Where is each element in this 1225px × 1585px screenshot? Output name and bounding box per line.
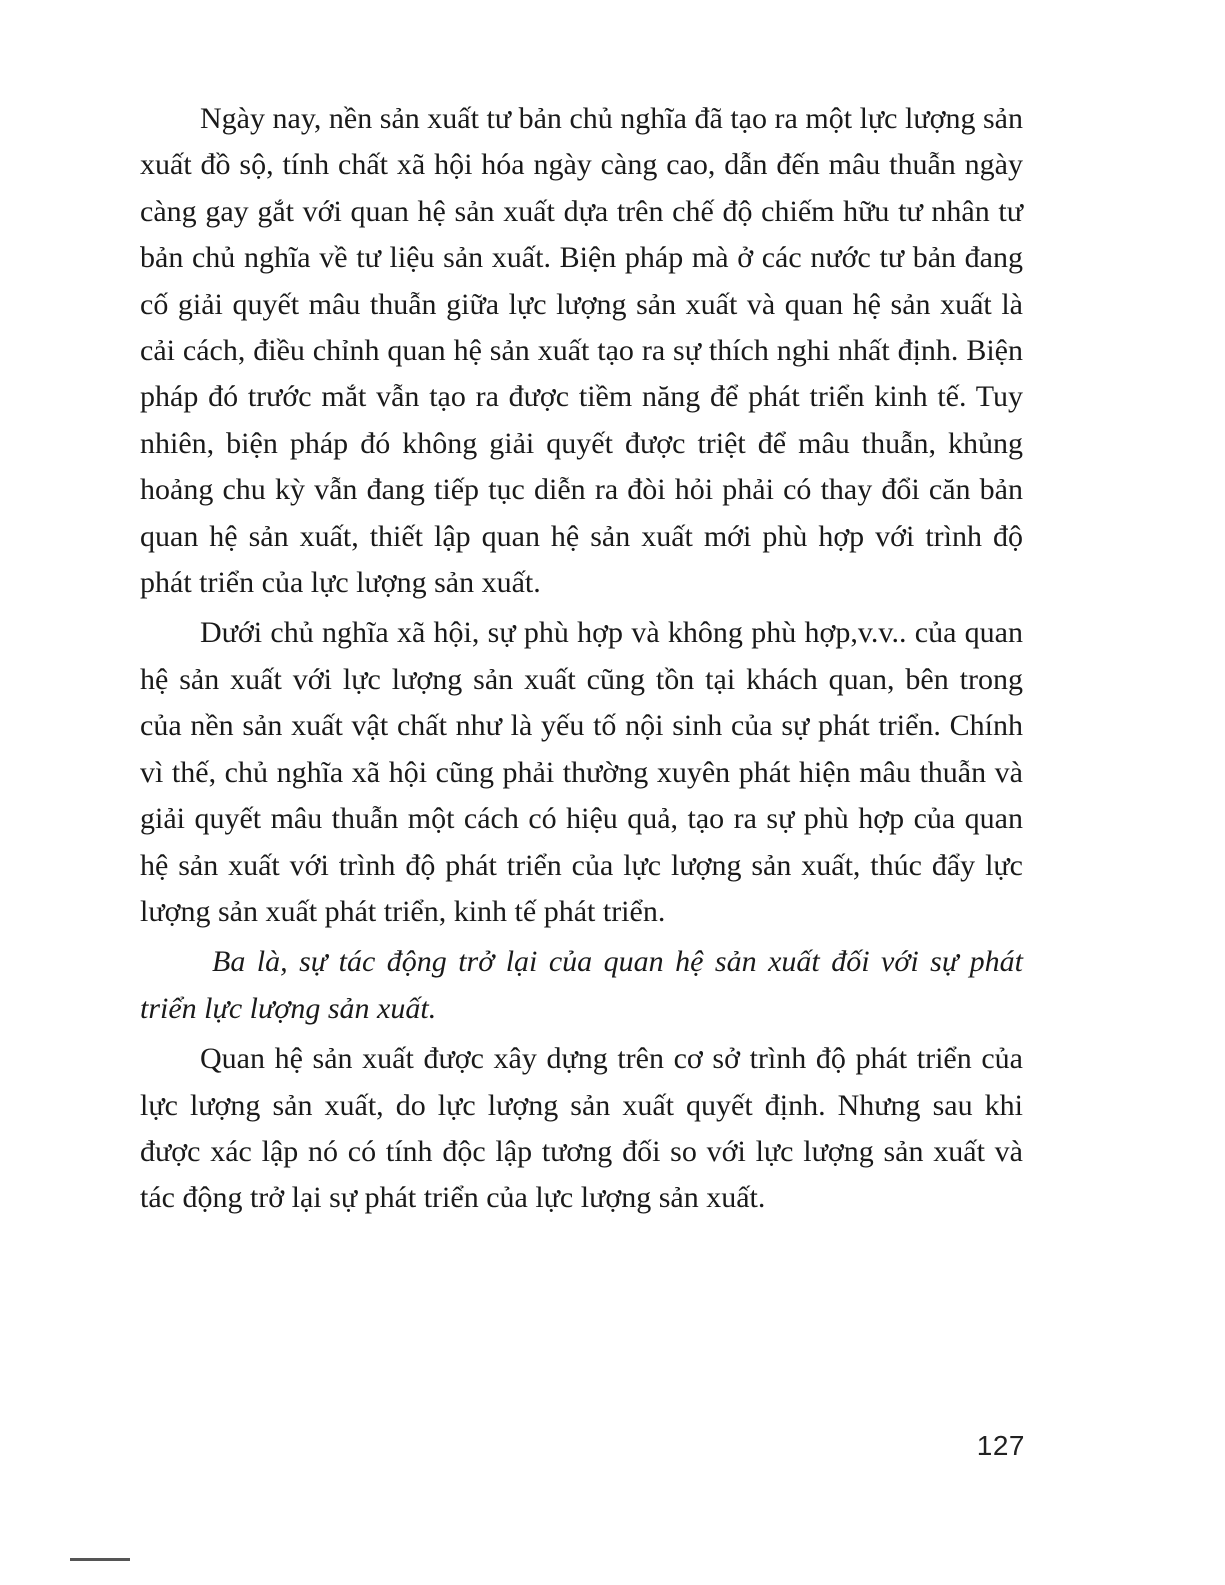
section-heading-third-point: Ba là, sự tác động trở lại của quan hệ sản xuất đối với sự phát triển lực lượng sản xuất. bbox=[140, 945, 1023, 1025]
paragraph-relations-of-production: Quan hệ sản xuất được xây dựng trên cơ sở trình độ phát triển của lực lượng sản xuất, do lực lượng sản xuất quyết định. Nhưng sau khi được xác lập nó có tính độc lập tương đối so với lực lượng sản xuất và tác động trở lại sự phát triển của lực lượng sản xuất. bbox=[140, 1042, 1023, 1215]
page-number: 127 bbox=[976, 1430, 1025, 1461]
scan-edge-mark bbox=[70, 1558, 130, 1561]
paragraph-socialism-contradiction: Dưới chủ nghĩa xã hội, sự phù hợp và không phù hợp,v.v.. của quan hệ sản xuất với lực lượng sản xuất cũng tồn tại khách quan, bên trong của nền sản xuất vật chất như là yếu tố nội sinh của sự phát triển. Chính vì thế, chủ nghĩa xã hội cũng phải thường xuyên phát hiện mâu thuẫn và giải quyết mâu thuẫn một cách có hiệu quả, tạo ra sự phù hợp của quan hệ sản xuất với trình độ phát triển của lực lượng sản xuất, thúc đẩy lực lượng sản xuất phát triển, kinh tế phát triển. bbox=[140, 616, 1023, 928]
paragraph-capitalism-contradiction: Ngày nay, nền sản xuất tư bản chủ nghĩa đã tạo ra một lực lượng sản xuất đồ sộ, tính chất xã hội hóa ngày càng cao, dẫn đến mâu thuẫn ngày càng gay gắt với quan hệ sản xuất dựa trên chế độ chiếm hữu tư nhân tư bản chủ nghĩa về tư liệu sản xuất. Biện pháp mà ở các nước tư bản đang cố giải quyết mâu thuẫn giữa lực lượng sản xuất và quan hệ sản xuất là cải cách, điều chỉnh quan hệ sản xuất tạo ra sự thích nghi nhất định. Biện pháp đó trước mắt vẫn tạo ra được tiềm năng để phát triển kinh tế. Tuy nhiên, biện pháp đó không giải quyết được triệt để mâu thuẫn, khủng hoảng chu kỳ vẫn đang tiếp tục diễn ra đòi hỏi phải có thay đổi căn bản quan hệ sản xuất, thiết lập quan hệ sản xuất mới phù hợp với trình độ phát triển của lực lượng sản xuất. bbox=[140, 102, 1023, 600]
body-text bbox=[140, 96, 1023, 1222]
